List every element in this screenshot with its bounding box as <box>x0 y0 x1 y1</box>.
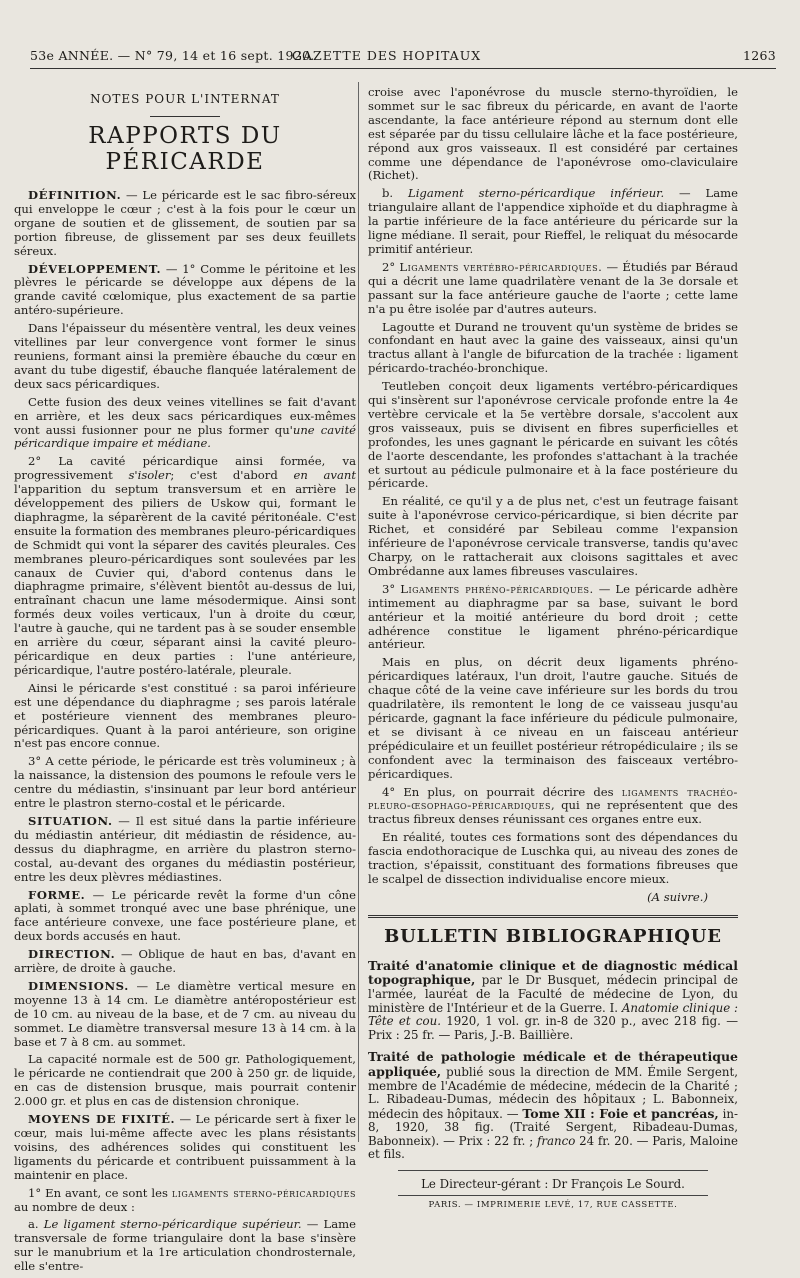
label-developpement: DÉVELOPPEMENT. <box>28 261 162 276</box>
paragraph: Mais en plus, on décrit deux ligaments phréno-péricardiques latéraux, l'un droit, l'autre gauche. Situés de chaque côté de la veine cave inférieure sur les bords du trou quadrilatère, ils remontent le long de ce vaisseau jusqu'au péricarde, gagnant la face inférieure du pédicule pulmonaire, et se divisant à ce niveau en un faisceau antérieur prépédiculaire et un feuillet postérieur rétropédiculaire ; ils se confondent avec la terminaison des faisceaux vertébro-péricardiques. <box>368 655 738 781</box>
column-divider <box>358 82 359 1142</box>
paragraph: 2° Ligaments vertébro-péricardiques. — Étudiés par Béraud qui a décrit une lame quadrilatère venant de la 3e dorsale et passant sur la face antérieure gauche de l'aorte ; cette lame n'a pu être isolée par d'autres auteurs. <box>368 259 739 316</box>
paragraph: croise avec l'aponévrose du muscle sterno-thyroïdien, le sommet sur le sac fibreux du péricarde, en avant de l'aorte ascendante, la face antérieure répond au sternum dont elle est séparée par du tissu cellulaire lâche et la face postérieure, répond aux gros vaisseaux. Il est considéré par certaines comme une dépendance de l'aponévrose omo-claviculaire (Richet). <box>368 85 738 183</box>
paragraph: 4° En plus, on pourrait décrire des ligaments trachéo-pleuro-œsophago-péricardiques, qui ne représentent que des tractus fibreux denses réunissant ces organes entre eux. <box>368 784 738 827</box>
to-be-continued: (A suivre.) <box>647 889 708 904</box>
bibliography-title: BULLETIN BIBLIOGRAPHIQUE <box>384 925 722 947</box>
paragraph-definition: DÉFINITION. — Le péricarde est le sac fibro-séreux qui enveloppe le cœur ; c'est à la fois pour le cœur un organe de soutien et de glissement, de soutien par sa portion fibreuse, de glissement par ses deux feuillets séreux. <box>14 188 356 258</box>
paragraph: En réalité, ce qu'il y a de plus net, c'est un feutrage faisant suite à l'aponévrose cervico-péricardique, si bien décrite par Richet, et considéré par Sebileau comme l'expansion inférieure de l'aponévrose cervicale transverse, tandis qu'avec Charpy, on le rattacherait aux cloisons sagittales et avec Ombrédanne aux lames fibreuses vasculaires. <box>368 494 738 578</box>
paragraph-dimensions: DIMENSIONS. — Le diamètre vertical mesure en moyenne 13 à 14 cm. Le diamètre antéropostérieur est de 10 cm. au niveau de la base, et de 7 cm. au niveau du sommet. Le diamètre transversal mesure 13 à 14 cm. à la base et 7 à 8 cm. au sommet. <box>14 978 356 1049</box>
article-title: RAPPORTS DU PÉRICARDE <box>88 123 282 175</box>
label-situation: SITUATION. <box>28 813 113 828</box>
right-column <box>368 86 738 1210</box>
issue-info: 53e ANNÉE. — N° 79, 14 et 16 sept. 1920. <box>30 48 315 63</box>
section-heading: NOTES POUR L'INTERNAT <box>90 92 280 106</box>
printer-line: PARIS. — IMPRIMERIE LEVÉ, 17, RUE CASSETTE. <box>428 1200 678 1211</box>
paragraph: Teutleben conçoit deux ligaments vertébro-péricardiques qui s'insèrent sur l'aponévrose cervicale profonde entre la 4e vertèbre cervicale et la 5e vertèbre dorsale, s'accolent aux gros vaisseaux, puis se divisent en fibres superficielles et profondes, les unes gagnant le péricarde en suivant les côtés de l'aorte descendante, les profondes s'attachant à la trachée et surtout au pédicule pulmonaire et à la face postérieure du péricarde. <box>368 379 738 491</box>
page-header <box>30 44 776 66</box>
heading-rule <box>150 116 220 117</box>
bibliography-entry: Traité de pathologie médicale et de thérapeutique appliquée, publié sous la direction de MM. Émile Sergent, membre de l'Académie de médecine, médecin de la Charité ; L. Ribadeau-Dumas, médecin des hôpitaux ; L. Babonneix, médecin des hôpitaux. — Tome XII : Foie et pancréas, in-8, 1920, 38 fig. (Traité Sergent, Ribadeau-Dumas, Babonneix). — Prix : 22 fr. ; franco 24 fr. 20. — Paris, Maloine et fils. <box>368 1049 739 1162</box>
paragraph-forme: FORME. — Le péricarde revêt la forme d'un cône aplati, à sommet tronqué avec une base phrénique, une face antérieure convexe, une face postérieure plane, et deux bords accusés en haut. <box>14 887 356 944</box>
paragraph-developpement: DÉVELOPPEMENT. — 1° Comme le péritoine et les plèvres le péricarde se développe aux dépens de la grande cavité cœlomique, plus exactement de sa partie antéro-supérieure. <box>14 261 356 318</box>
bibliography-rule <box>368 915 738 918</box>
footer-rule <box>398 1170 708 1171</box>
label-dimensions: DIMENSIONS. <box>28 978 129 993</box>
page-number: 1263 <box>742 48 776 63</box>
paragraph: En réalité, toutes ces formations sont des dépendances du fascia endothoracique de Luschka qui, au niveau des zones de traction, s'épaissit, constituant des formations fibreuses que le scalpel de dissection individualise encore mieux. <box>368 830 738 886</box>
director-line: Le Directeur-gérant : Dr François Le Sourd. <box>421 1177 685 1192</box>
paragraph: Lagoutte et Durand ne trouvent qu'un système de brides se confondant en haut avec la gaine des vaisseaux, ainsi qu'un tractus allant à l'angle de bifurcation de la trachée : ligament péricardo-trachéo-bronchique. <box>368 319 738 376</box>
paragraph-direction: DIRECTION. — Oblique de haut en bas, d'avant en arrière, de droite à gauche. <box>14 947 356 976</box>
label-forme: FORME. <box>28 887 86 902</box>
label-definition: DÉFINITION. <box>28 188 122 202</box>
paragraph-situation: SITUATION. — Il est situé dans la partie inférieure du médiastin antérieur, dit médiastin de résidence, au-dessus du diaphragme, en arrière du plastron sterno-costal, au-devant des organes du médiastin postérieur, entre les deux plèvres médiastines. <box>14 813 356 884</box>
label-direction: DIRECTION. <box>28 947 116 962</box>
header-rule <box>30 68 776 69</box>
label-fixite: MOYENS DE FIXITÉ. <box>28 1112 176 1127</box>
paragraph: 3° A cette période, le péricarde est très volumineux ; à la naissance, la distension des poumons le refoule vers le centre du médiastin, s'insinuant par leur bord antérieur entre le plastron sterno-costal et le péricarde. <box>14 754 356 811</box>
journal-title: GAZETTE DES HOPITAUX <box>292 48 482 63</box>
paragraph-fixite: MOYENS DE FIXITÉ. — Le péricarde sert à fixer le cœur, mais lui-même affecte avec les plans résistants voisins, des adhérences solides qui constituent les ligaments du péricarde et contribuent puissamment à la maintenir en place. <box>14 1112 356 1182</box>
left-column <box>14 86 356 1278</box>
paragraph: Dans l'épaisseur du mésentère ventral, les deux veines vitellines par leur convergence vont former le sinus reuniens, formant ainsi la première ébauche du cœur en avant du tube digestif, ébauche flanquée latéralement de deux sacs péricardiques. <box>14 321 356 391</box>
paragraph: b. Ligament sterno-péricardique inférieur. — Lame triangulaire allant de l'appendice xiphoïde et du diaphragme à la partie inférieure de la face antérieure du péricarde sur la ligne médiane. Il serait, pour Rieffel, le reliquat du mésocarde primitif antérieur. <box>368 186 739 256</box>
paragraph: 1° En avant, ce sont les ligaments sterno-péricardiques au nombre de deux : <box>14 1185 356 1214</box>
paragraph: a. Le ligament sterno-péricardique supérieur. — Lame transversale de forme triangulaire dont la base s'insère sur le manubrium et la 1re articulation chondrosternale, elle s'entre- <box>14 1217 356 1274</box>
footer-rule <box>398 1195 708 1196</box>
paragraph: Ainsi le péricarde s'est constitué : sa paroi inférieure est une dépendance du diaphragme ; ses parois latérale et postérieure viennent des membranes pleuro-péricardiques. Quant à la paroi antérieure, son origine n'est pas encore connue. <box>14 680 356 751</box>
paragraph: 2° La cavité péricardique ainsi formée, va progressivement s'isoler; c'est d'abord en avant l'apparition du septum transversum et en arrière le développement des piliers de Uskow qui, formant le diaphragme, la séparèrent de la cavité péritonéale. C'est ensuite la formation des membranes pleuro-péricardiques de Schmidt qui vont la séparer des cavités pleurales. Ces membranes pleuro-péricardiques sont soulevées par les canaux de Cuvier qui, d'abord contenus dans le diaphragme primaire, s'élèvent bientôt au-dessus de lui, entraînant chacun une lame mésodermique. Ainsi sont formés deux voiles verticaux, l'un à droite du cœur, l'autre à gauche, qui ne tardent pas à se souder ensemble en arrière du cœur, séparant ainsi la cavité pleuro-péricardique en deux parties : l'une antérieure, péricardique, l'autre postéro-latérale, pleurale. <box>14 454 357 677</box>
paragraph: 3° Ligaments phréno-péricardiques. — Le péricarde adhère intimement au diaphragme par sa base, suivant le bord antérieur et la moitié antérieure du bord droit ; cette adhérence constitue le ligament phréno-péricardique antérieur. <box>368 581 738 652</box>
paragraph: La capacité normale est de 500 gr. Pathologiquement, le péricarde ne contiendrait que 200 à 250 gr. de liquide, en cas de distension brusque, mais pourrait contenir 2.000 gr. et plus en cas de distension chronique. <box>14 1052 356 1109</box>
paragraph: Cette fusion des deux veines vitellines se fait d'avant en arrière, et les deux sacs péricardiques eux-mêmes vont aussi fusionner pour ne plus former qu'une cavité péricardique impaire et médiane. <box>14 394 356 451</box>
bibliography-entry: Traité d'anatomie clinique et de diagnostic médical topographique, par le Dr Busquet, médecin principal de l'armée, lauréat de la Faculté de médecine de Lyon, du ministère de l'Intérieur et de la Guerre. I. Anatomie clinique : Tête et cou. 1920, 1 vol. gr. in-8 de 320 p., avec 218 fig. — Prix : 25 fr. — Paris, J.-B. Baillière. <box>368 957 739 1042</box>
